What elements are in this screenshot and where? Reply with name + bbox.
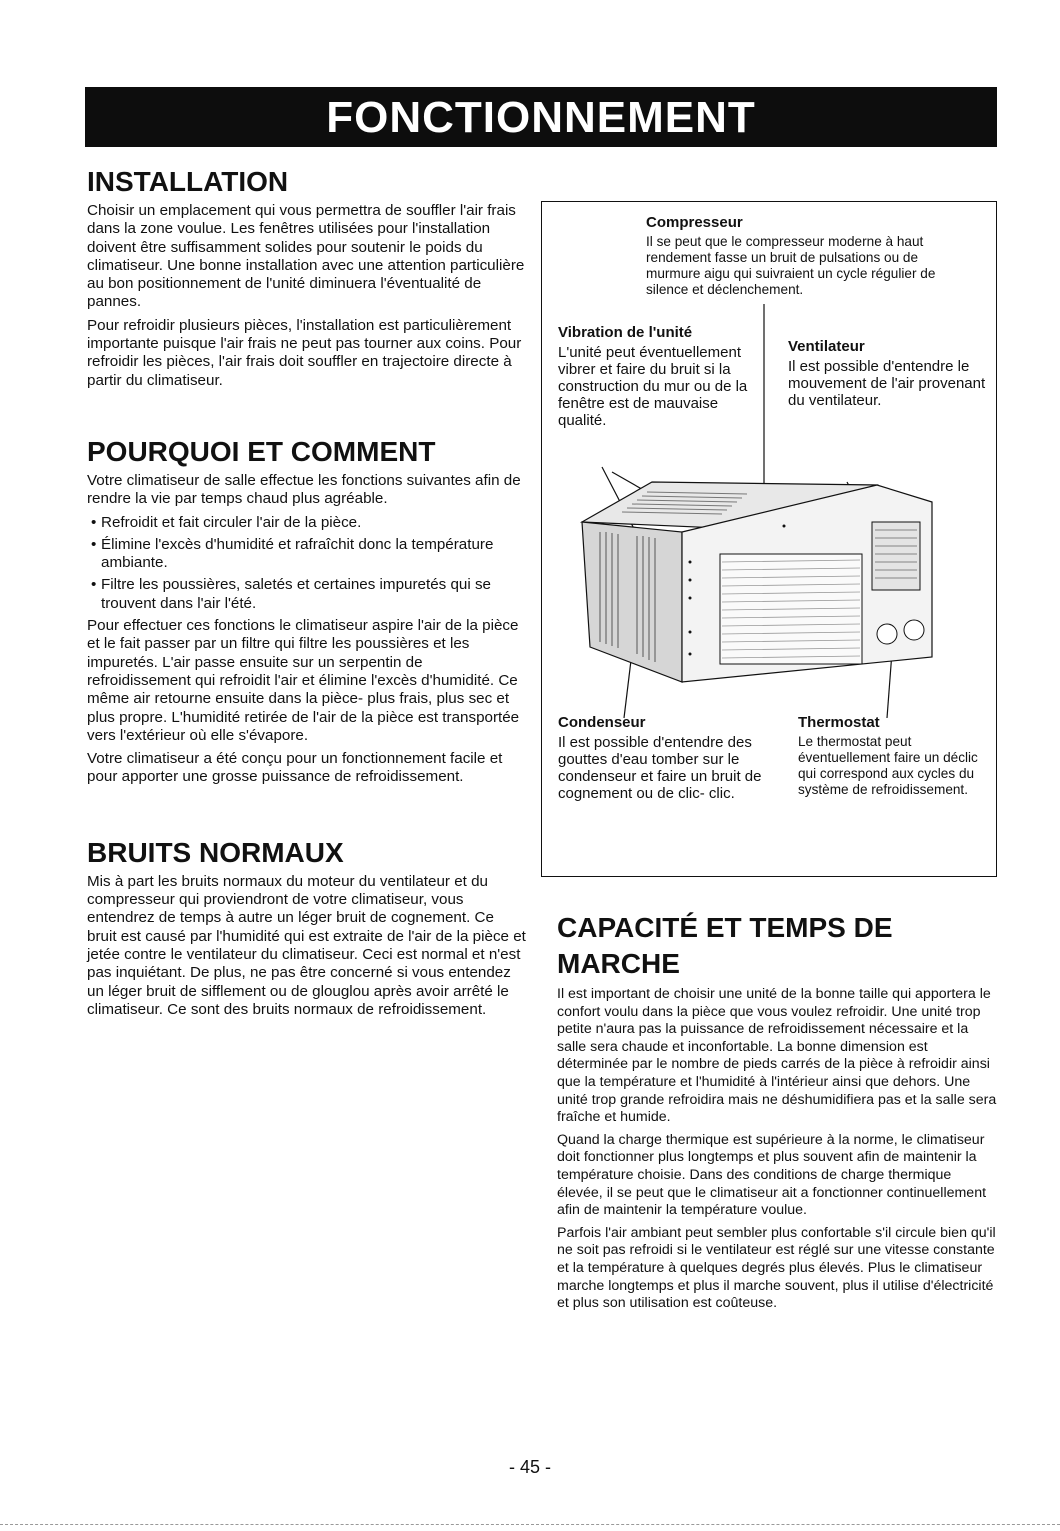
thermostat-callout	[798, 714, 988, 798]
condenser-text: Il est possible d'entendre des gouttes d'eau tomber sur le condenseur et faire un bruit de cognement ou de clic- clic.	[558, 734, 762, 802]
compressor-title: Compresseur	[646, 214, 743, 231]
noise-diagram	[541, 201, 997, 877]
installation-paragraph: Pour refroidir plusieurs pièces, l'installation est particulièrement importante puisque l'air frais ne peut pas tourner aux coins. Pour refroidir les pièces, l'air frais doit souffler en trajectoire directe à partir du climatiseur.	[87, 316, 522, 389]
list-item: • Filtre les poussières, saletés et certaines impuretés qui se trouvent dans l'air l'été.	[91, 576, 491, 612]
list-item: • Élimine l'excès d'humidité et rafraîchit donc la température ambiante.	[91, 535, 494, 572]
thermostat-text: Le thermostat peut éventuellement faire un déclic qui correspond aux cycles du système de refroidissement.	[798, 734, 978, 797]
condenser-title: Condenseur	[558, 714, 646, 731]
capacity-paragraph: Quand la charge thermique est supérieure à la norme, le climatiseur doit fonctionner plus longtemps et plus souvent afin de maintenir la température choisie. Dans des conditions de charge thermique élevée, il se peut que le climatiseur ait a fonctionner continuellement afin de maintenir la température voulue.	[557, 1131, 987, 1219]
compressor-callout	[646, 188, 946, 298]
capacity-paragraph: Il est important de choisir une unité de la bonne taille qui apportera le confort voulu dans la pièce que vous voulez refroidir. Une unité trop petite n'aura pas la puissance de refroidissement nécessaire et la salle sera chaude et inconfortable. La bonne dimension est déterminée par le nombre de pieds carrés de la pièce à refroidir ainsi que la température et l'humidité à l'intérieur ainsi que dehors. Une unité trop grande refroidira mais ne déshumidifiera pas et la salle sera fraîche et humide.	[557, 986, 997, 1126]
normal-noises-section	[87, 837, 527, 1019]
bullet-icon: •	[91, 513, 97, 531]
why-how-intro: Votre climatiseur de salle effectue les fonctions suivantes afin de rendre la vie par temps chaud plus agréable.	[87, 471, 521, 508]
capacity-section	[557, 910, 997, 1318]
compressor-text: Il se peut que le compresseur moderne à haut rendement fasse un bruit de pulsations ou de murmure aigu qui suivraient un cycle régulier de silence et déclenchement.	[646, 234, 936, 297]
capacity-heading: CAPACITÉ ET TEMPS DE MARCHE	[557, 912, 893, 979]
vibration-title: Vibration de l'unité	[558, 324, 693, 341]
why-how-section	[87, 436, 527, 787]
left-column	[87, 166, 527, 1024]
bullet-icon: •	[91, 535, 97, 553]
fan-text: Il est possible d'entendre le mouvement de l'air provenant du ventilateur.	[788, 358, 986, 409]
normal-noises-paragraph: Mis à part les bruits normaux du moteur du ventilateur et du compresseur qui proviendront de votre climatiseur, vous entendrez de temps à autre un léger bruit de cognement. Ce bruit est causé par l'humidité qui est extraite de l'air de la pièce et jetée contre le ventilateur du climatiseur. Ceci est normal et n'est pas inquiétant. De plus, ne pas être concerné si vous entendez un léger bruit de sifflement ou de glouglou après avoir arrêté le climatiseur. Ce sont des bruits normaux de refroidissement.	[87, 872, 526, 1018]
fan-title: Ventilateur	[788, 338, 865, 355]
installation-heading: INSTALLATION	[87, 166, 289, 197]
thermostat-title: Thermostat	[798, 714, 880, 731]
why-how-heading: POURQUOI ET COMMENT	[87, 435, 436, 467]
bullet-icon: •	[91, 576, 97, 594]
why-how-paragraph: Votre climatiseur a été conçu pour un fonctionnement facile et pour apporter une grosse puissance de refroidissement.	[87, 750, 503, 786]
list-item: • Refroidit et fait circuler l'air de la pièce.	[91, 513, 362, 531]
page-number: - 45 -	[508, 1457, 551, 1477]
fan-callout	[788, 338, 994, 409]
installation-section	[87, 166, 527, 390]
bottom-divider	[0, 1524, 1060, 1525]
why-how-paragraph: Pour effectuer ces fonctions le climatiseur aspire l'air de la pièce et le fait passer par un filtre qui filtre les poussières et les impuretés. L'air passe ensuite sur un serpentin de refroidissement qui refroidit l'air et élimine l'excès d'humidité. Ce même air retourne ensuite dans la pièce- plus frais, plus sec et plus propre. L'humidité retirée de l'air de la pièce est transportée vers l'extérieur où elle s'évapore.	[87, 617, 520, 744]
condenser-callout	[558, 714, 768, 802]
normal-noises-heading: BRUITS NORMAUX	[87, 836, 344, 868]
installation-paragraph: Choisir un emplacement qui vous permettra de souffler l'air frais dans la zone voulue. Les fenêtres utilisées pour l'installation doivent être suffisamment solides pour soutenir le poids du climatiseur. Une bonne installation avec une attention particulière au bon positionnement de l'unité diminuera l'éventualité de pannes.	[87, 202, 525, 311]
page-banner: FONCTIONNEMENT	[85, 87, 997, 147]
vibration-callout	[558, 324, 756, 429]
vibration-text: L'unité peut éventuellement vibrer et faire du bruit si la construction du mur ou de la fenêtre est de mauvaise qualité.	[558, 344, 748, 429]
why-how-list	[87, 514, 527, 613]
capacity-paragraph: Parfois l'air ambiant peut sembler plus confortable s'il circule bien qu'il ne soit pas refroidi si le ventilateur est réglé sur une vitesse constante et la température à quelques degrés plus élevés. Plus le climatiseur marche longtemps et plus il marche souvent, plus il utilise d'électricité et plus son utilisation est coûteuse.	[557, 1224, 996, 1312]
